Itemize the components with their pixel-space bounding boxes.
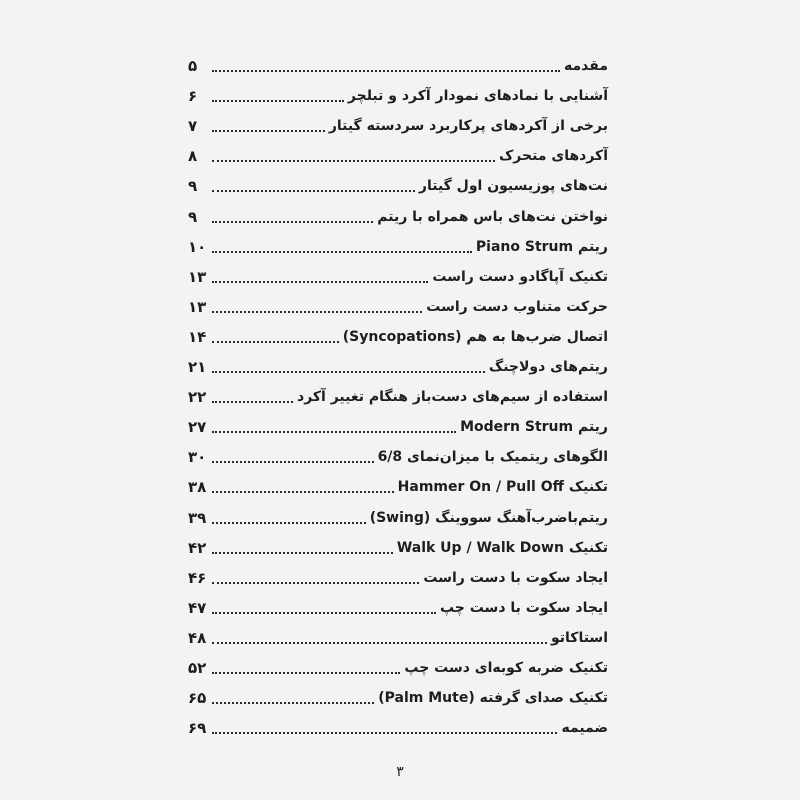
- toc-entry-page: ۴۸: [188, 628, 207, 647]
- dot-leader: [212, 251, 472, 253]
- toc-entry: [188, 498, 608, 528]
- dot-leader: [212, 582, 419, 584]
- toc-entry-title: ریتم Piano Strum: [475, 238, 608, 255]
- toc-entry: [188, 529, 608, 559]
- dot-leader: [212, 130, 325, 132]
- dot-leader: [212, 522, 366, 524]
- toc-entry-title: تکنیک Hammer On / Pull Off: [397, 479, 608, 496]
- table-of-contents: [188, 47, 608, 739]
- toc-entry-page: ۳۰: [188, 448, 207, 467]
- toc-entry-page: ۲۲: [188, 388, 207, 407]
- toc-entry: [188, 378, 608, 408]
- toc-entry: [188, 649, 608, 679]
- dot-leader: [212, 732, 557, 734]
- toc-entry-title: استاکاتو: [551, 629, 608, 646]
- toc-entry: [188, 408, 608, 438]
- toc-entry-title: حرکت متناوب دست راست: [426, 298, 608, 315]
- toc-entry-title: ضمیمه: [561, 720, 608, 737]
- page-number: ۳: [396, 764, 404, 780]
- toc-entry-page: ۵۲: [188, 658, 207, 677]
- dot-leader: [212, 401, 293, 403]
- toc-entry-page: ۳۹: [188, 508, 207, 527]
- dot-leader: [212, 612, 436, 614]
- toc-entry: [188, 77, 608, 107]
- toc-entry-page: ۶: [188, 87, 198, 106]
- toc-entry: [188, 679, 608, 709]
- dot-leader: [212, 552, 393, 554]
- dot-leader: [212, 341, 339, 343]
- dot-leader: [212, 431, 456, 433]
- dot-leader: [212, 702, 374, 704]
- toc-entry-page: ۶۵: [188, 689, 207, 708]
- dot-leader: [212, 491, 394, 493]
- dot-leader: [212, 672, 400, 674]
- toc-entry-page: ۶۹: [188, 719, 207, 738]
- toc-entry-page: ۵: [188, 57, 198, 76]
- toc-entry: [188, 167, 608, 197]
- toc-entry-page: ۴۶: [188, 568, 207, 587]
- toc-entry-page: ۱۴: [188, 327, 207, 346]
- toc-entry: [188, 348, 608, 378]
- toc-entry-title: ریتم‌باضرب‌آهنگ سووینگ (Swing): [369, 509, 608, 526]
- toc-entry: [188, 288, 608, 318]
- toc-entry-title: نواختن نت‌های باس همراه با ریتم: [377, 208, 608, 225]
- dot-leader: [212, 461, 374, 463]
- toc-entry-title: اتصال ضرب‌ها به هم (Syncopations): [342, 328, 608, 345]
- toc-entry-title: تکنیک آپاگادو دست راست: [432, 268, 608, 285]
- toc-entry: [188, 709, 608, 739]
- toc-entry-title: مقدمه: [564, 58, 608, 75]
- dot-leader: [212, 281, 428, 283]
- toc-entry-page: ۳۸: [188, 478, 207, 497]
- toc-entry-page: ۲۷: [188, 418, 207, 437]
- toc-entry-page: ۹: [188, 207, 198, 226]
- toc-entry-title: ریتم‌های دولاچنگ: [488, 359, 608, 376]
- toc-entry-page: ۲۱: [188, 358, 207, 377]
- toc-entry-page: ۱۰: [188, 237, 207, 256]
- toc-entry: [188, 468, 608, 498]
- toc-entry-page: ۱۳: [188, 267, 207, 286]
- toc-entry: [188, 438, 608, 468]
- dot-leader: [212, 311, 422, 313]
- dot-leader: [212, 221, 373, 223]
- toc-entry-page: ۹: [188, 177, 198, 196]
- dot-leader: [212, 70, 560, 72]
- toc-entry: [188, 318, 608, 348]
- dot-leader: [212, 160, 495, 162]
- toc-entry-title: تکنیک Walk Up / Walk Down: [396, 539, 608, 556]
- toc-entry-title: آشنایی با نمادهای نمودار آکرد و تبلچر: [347, 88, 608, 105]
- toc-entry-title: ایجاد سکوت با دست چپ: [439, 599, 608, 616]
- toc-entry-page: ۴۲: [188, 538, 207, 557]
- toc-entry-title: برخی از آکردهای پرکاربرد سردسته گیتار: [328, 118, 608, 135]
- toc-entry-title: آکردهای متحرک: [498, 148, 608, 165]
- toc-entry-page: ۴۷: [188, 598, 207, 617]
- toc-entry: [188, 107, 608, 137]
- dot-leader: [212, 642, 547, 644]
- toc-entry: [188, 619, 608, 649]
- toc-entry-title: استفاده از سیم‌های دست‌باز هنگام تغییر آکرد: [297, 389, 608, 406]
- toc-entry-page: ۸: [188, 147, 198, 166]
- toc-entry-page: ۱۳: [188, 297, 207, 316]
- toc-entry: [188, 197, 608, 227]
- toc-entry: [188, 137, 608, 167]
- toc-entry: [188, 559, 608, 589]
- toc-entry: [188, 47, 608, 77]
- toc-entry-title: الگوهای ریتمیک با میزان‌نمای 6/8: [377, 449, 608, 466]
- toc-entry: [188, 589, 608, 619]
- toc-entry-title: تکنیک صدای گرفته (Palm Mute): [378, 690, 608, 707]
- dot-leader: [212, 371, 485, 373]
- toc-entry-title: ریتم Modern Strum: [460, 419, 608, 436]
- toc-entry-title: نت‌های پوزیسیون اول گیتار: [418, 178, 608, 195]
- toc-entry: [188, 258, 608, 288]
- dot-leader: [212, 100, 344, 102]
- toc-entry-title: تکنیک ضربه کوبه‌ای دست چپ: [404, 659, 608, 676]
- toc-entry-title: ایجاد سکوت با دست راست: [423, 569, 608, 586]
- toc-entry: [188, 228, 608, 258]
- dot-leader: [212, 190, 415, 192]
- toc-entry-page: ۷: [188, 117, 198, 136]
